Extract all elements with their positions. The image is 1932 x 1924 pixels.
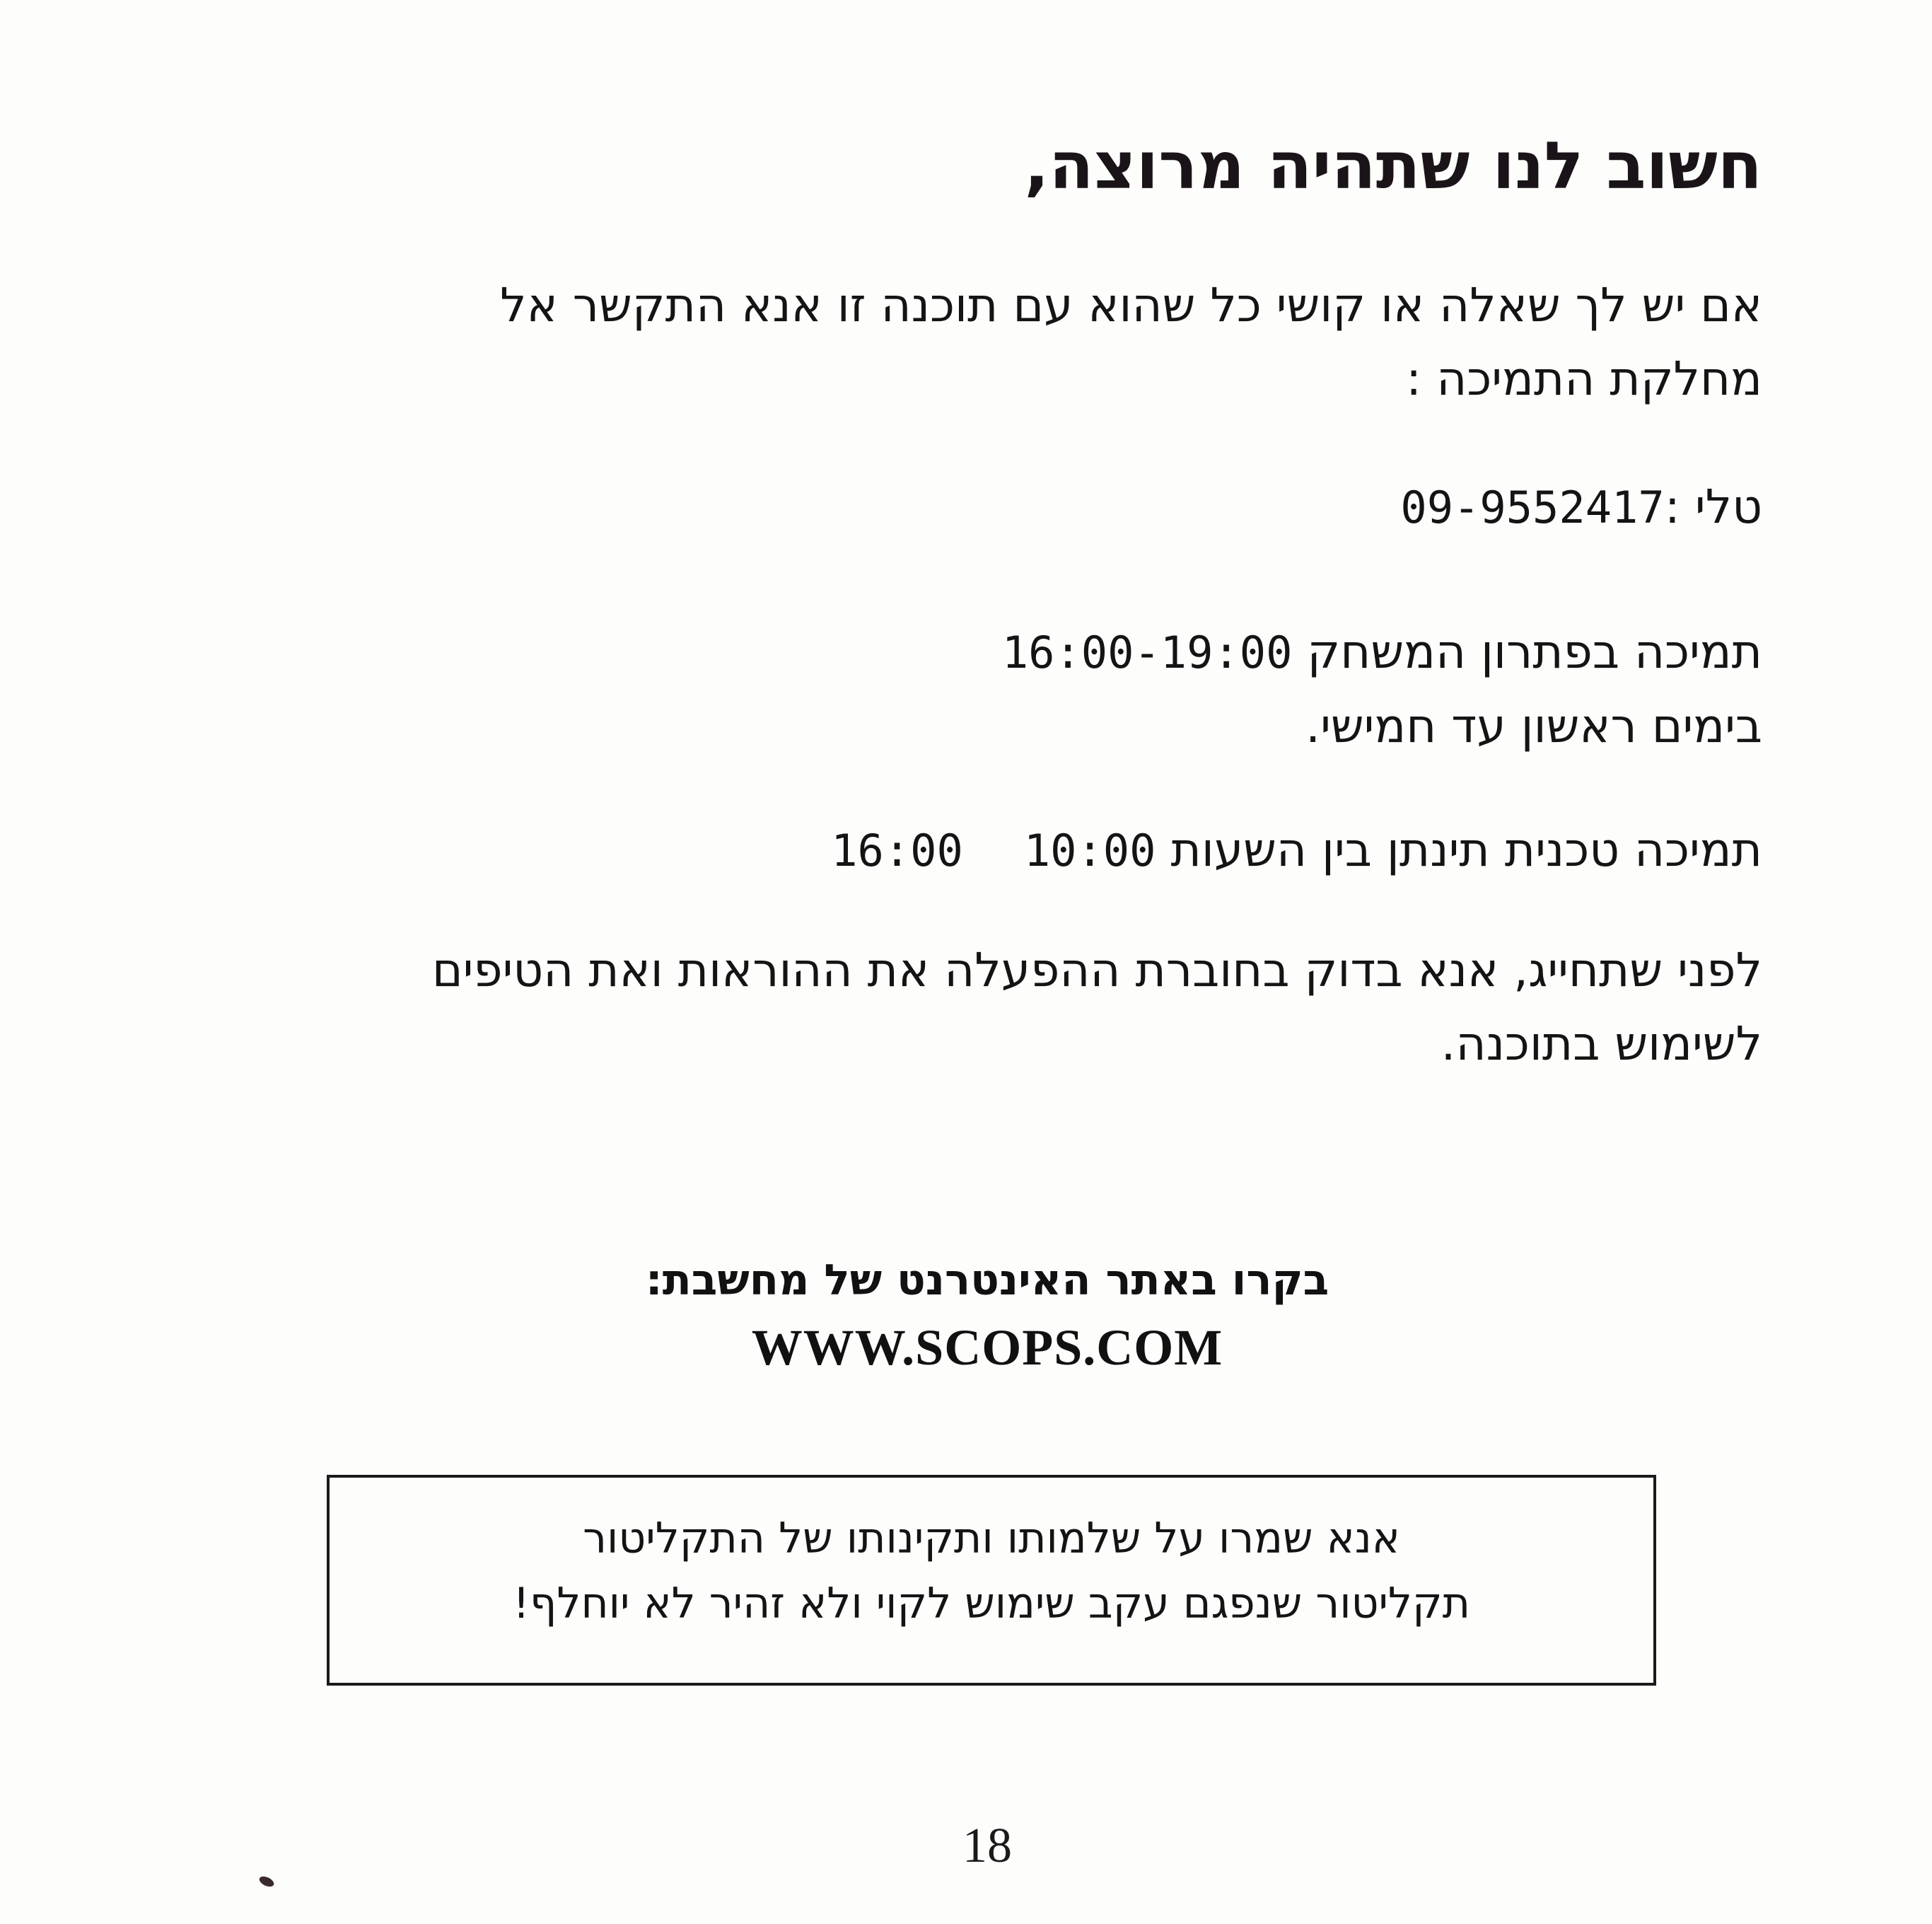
page-heading: חשוב לנו שתהיה מרוצה, (1024, 128, 1762, 204)
phone-label: טלי : (1664, 480, 1762, 534)
tech-support-from: 10:00 (1023, 825, 1156, 876)
support-intro-line1: אם יש לך שאלה או קושי כל שהוא עם תוכנה זו אנא התקשר אל (500, 278, 1762, 332)
game-support-text: תמיכה בפתרון המשחק (1307, 625, 1762, 679)
game-support-hours: 16:00-19:00 (1001, 627, 1293, 678)
website-url: WWW.SCOPS.COM (751, 1319, 1223, 1376)
page-number: 18 (962, 1819, 1012, 1873)
website-label: בקרו באתר האינטרנט של מחשבת: (645, 1256, 1329, 1305)
cd-notice-line1: אנא שמרו על שלמותו ותקינותו של התקליטור (583, 1514, 1400, 1563)
cd-notice-box (327, 1475, 1656, 1686)
before-calling-line2: לשימוש בתוכנה. (1441, 1016, 1762, 1071)
game-support-days: בימים ראשון עד חמישי. (1305, 699, 1762, 753)
before-calling-line1: לפני שתחייג, אנא בדוק בחוברת ההפעלה את ההוראות ואת הטיפים (431, 943, 1762, 997)
tech-support-text: תמיכה טכנית תינתן בין השעות (1170, 823, 1762, 877)
tech-support (164, 813, 1762, 888)
game-support (164, 615, 1762, 763)
support-intro-line2: מחלקת התמיכה : (1406, 352, 1762, 406)
phone-number: 09-9552417 (1400, 482, 1665, 533)
cd-notice-text (330, 1506, 1653, 1636)
support-intro (164, 269, 1762, 416)
phone-line (164, 470, 1762, 545)
tech-support-to: 16:00 (831, 825, 963, 876)
scan-speck (257, 1874, 275, 1889)
cd-notice-line2: תקליטור שנפגם עקב שימוש לקוי ולא זהיר לא יוחלף! (512, 1579, 1471, 1628)
before-calling (164, 934, 1762, 1081)
